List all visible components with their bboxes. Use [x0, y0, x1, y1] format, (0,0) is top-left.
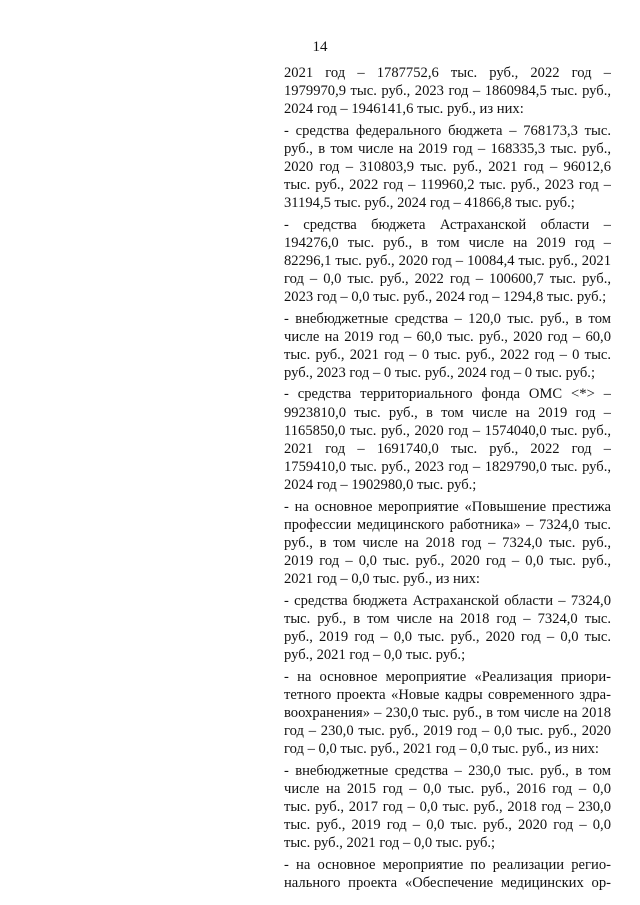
text-line: 2023 год – 0,0 тыс. руб., 2024 год – 1294,8 тыс. руб.;: [284, 289, 607, 306]
text-line: год – 0,0 тыс. руб., 2021 год – 0,0 тыс. руб., из них:: [284, 741, 599, 758]
text-line: 194276,0 тыс. руб., в том числе на 2019 год –: [284, 234, 611, 251]
paragraph-extrabudgetary: [284, 310, 611, 383]
text-line: числе на 2019 год – 60,0 тыс. руб., 2020 год – 60,0: [284, 328, 611, 345]
text-line: 2020 год – 310803,9 тыс. руб., 2021 год – 96012,6: [284, 159, 611, 176]
text-line: 1759410,0 тыс. руб., 2023 год – 1829790,0 тыс. руб.,: [284, 459, 611, 476]
text-line: числе на 2015 год – 0,0 тыс. руб., 2016 год – 0,0: [284, 780, 611, 797]
text-line: профессии медицинского работника» – 7324,0 тыс.: [284, 516, 611, 533]
text-line: - средства бюджета Астраханской области –: [284, 216, 611, 233]
page-number: 14: [312, 39, 328, 55]
text-line: - средства федерального бюджета – 768173,3 тыс.: [284, 122, 611, 139]
text-line: тыс. руб., 2022 год – 119960,2 тыс. руб., 2023 год –: [284, 177, 611, 194]
text-line: 2024 год – 1902980,0 тыс. руб.;: [284, 477, 477, 494]
text-line: 1979970,9 тыс. руб., 2023 год – 1860984,5 тыс. руб.,: [284, 83, 611, 100]
paragraph-prestige-regional-budget: [284, 592, 611, 665]
text-line: тыс. руб., в том числе на 2018 год – 7324,0 тыс.: [284, 610, 611, 627]
text-line: год – 0,0 тыс. руб., 2022 год – 100600,7 тыс. руб.,: [284, 271, 611, 288]
text-line: 1165850,0 тыс. руб., 2020 год – 1574040,0 тыс. руб.,: [284, 422, 611, 439]
text-line: руб., 2021 год – 0,0 тыс. руб.;: [284, 647, 466, 664]
text-line: 31194,5 тыс. руб., 2024 год – 41866,8 тыс. руб.;: [284, 195, 575, 212]
paragraph-regional-budget: [284, 216, 611, 307]
paragraph-oms-fund: [284, 385, 611, 494]
text-line: воохранения» – 230,0 тыс. руб., в том числе на 2018: [284, 704, 611, 721]
paragraph-total-funding: [284, 64, 611, 119]
text-line: тетного проекта «Новые кадры современного здра-: [284, 686, 611, 703]
text-line: 2021 год – 0,0 тыс. руб., из них:: [284, 571, 480, 588]
paragraph-new-personnel-activity: [284, 668, 611, 759]
text-line: тыс. руб., 2017 год – 0,0 тыс. руб., 2018 год – 230,0: [284, 798, 611, 815]
text-line: тыс. руб., 2019 год – 0,0 тыс. руб., 2020 год – 0,0: [284, 817, 611, 834]
document-body: [284, 64, 611, 895]
text-line: 2021 год – 1787752,6 тыс. руб., 2022 год –: [284, 65, 611, 81]
text-line: - внебюджетные средства – 120,0 тыс. руб., в том: [284, 310, 611, 327]
text-line: - на основное мероприятие по реализации регио-: [284, 856, 611, 873]
paragraph-federal-budget: [284, 122, 611, 213]
text-line: - средства территориального фонда ОМС <*> –: [284, 386, 611, 403]
text-line: нального проекта «Обеспечение медицинских ор-: [284, 874, 611, 891]
text-line: - средства бюджета Астраханской области – 7324,0: [284, 592, 611, 609]
text-line: - на основное мероприятие «Реализация приори-: [284, 668, 611, 685]
paragraph-new-personnel-extrabudgetary: [284, 762, 611, 853]
text-line: 2024 год – 1946141,6 тыс. руб., из них:: [284, 101, 524, 118]
paragraph-regional-project-activity: [284, 856, 611, 892]
text-line: 2021 год – 1691740,0 тыс. руб., 2022 год –: [284, 441, 611, 458]
text-line: руб., 2023 год – 0 тыс. руб., 2024 год – 0 тыс. руб.;: [284, 365, 596, 382]
text-line: - на основное мероприятие «Повышение престижа: [284, 498, 611, 515]
text-line: 2019 год – 0,0 тыс. руб., 2020 год – 0,0 тыс. руб.,: [284, 553, 611, 570]
text-line: руб., в том числе на 2018 год – 7324,0 тыс. руб.,: [284, 535, 611, 552]
text-line: тыс. руб., 2021 год – 0 тыс. руб., 2022 год – 0 тыс.: [284, 347, 611, 364]
text-line: тыс. руб., 2021 год – 0,0 тыс. руб.;: [284, 835, 496, 852]
text-line: руб., в том числе на 2019 год – 168335,3 тыс. руб.,: [284, 140, 611, 157]
text-line: 82296,1 тыс. руб., 2020 год – 10084,4 тыс. руб., 2021: [284, 253, 611, 270]
text-line: - внебюджетные средства – 230,0 тыс. руб., в том: [284, 762, 611, 779]
text-line: год – 230,0 тыс. руб., 2019 год – 0,0 тыс. руб., 2020: [284, 723, 611, 740]
text-line: 9923810,0 тыс. руб., в том числе на 2019 год –: [284, 404, 611, 421]
paragraph-prestige-activity: [284, 498, 611, 589]
text-line: руб., 2019 год – 0,0 тыс. руб., 2020 год – 0,0 тыс.: [284, 629, 611, 646]
